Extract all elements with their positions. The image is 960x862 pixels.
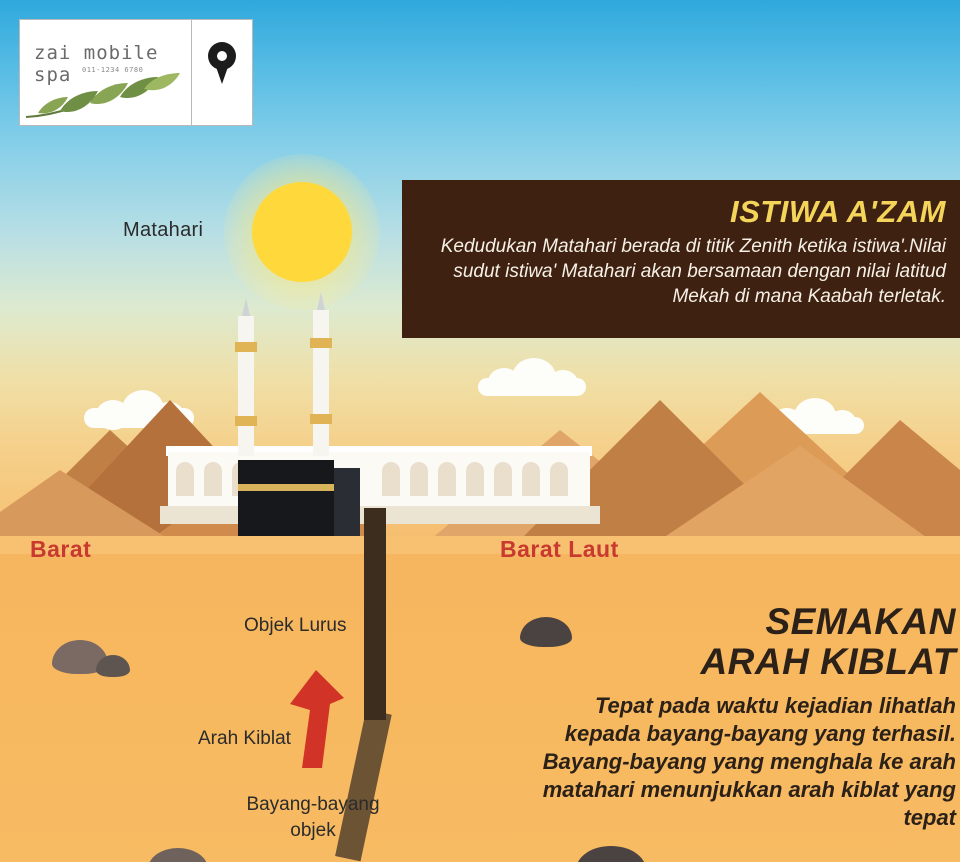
brand-logo-left [20,20,191,125]
label-arah-kiblat: Arah Kiblat [198,728,291,749]
brand-logo-card[interactable] [19,19,253,126]
brand-phone: 011-1234 6780 [82,66,144,74]
masjid-arches [168,456,590,496]
istiwa-panel [402,180,960,338]
brand-logo-right [191,20,252,125]
label-barat: Barat [30,536,92,562]
kaaba-icon [238,460,334,548]
kaaba-side-wall [334,468,360,542]
label-objek-lurus: Objek Lurus [244,615,347,636]
semakan-title-line1: SEMAKAN [765,601,956,642]
vertical-object-pole [364,508,386,720]
arah-kiblat-arrow-icon [276,664,356,774]
semakan-title-line2: ARAH KIBLAT [700,641,956,682]
minaret-right [313,310,329,456]
istiwa-panel-title: ISTIWA A'ZAM [730,194,946,229]
label-bayang-bayang-objek: Bayang-bayang objek [246,794,380,841]
istiwa-panel-body: Kedudukan Matahari berada di titik Zenith ketika istiwa'.Nilai sudut istiwa' Matahari akan bersamaan dengan nilai latitud Mekah di mana Kaabah terletak. [440,236,946,307]
semakan-body: Tepat pada waktu kejadian lihatlah kepada bayang-bayang yang terhasil. Bayang-bayang yang menghala ke arah matahari menunjukkan arah kiblat yang tepat [542,693,956,830]
sun-label: Matahari [123,219,204,241]
brand-name: zai mobile spa [34,42,159,86]
leaf-icon [20,63,191,123]
minaret-left [238,316,254,456]
semakan-block [540,602,956,832]
label-barat-laut: Barat Laut [500,536,619,562]
ground-highlight [0,536,960,554]
